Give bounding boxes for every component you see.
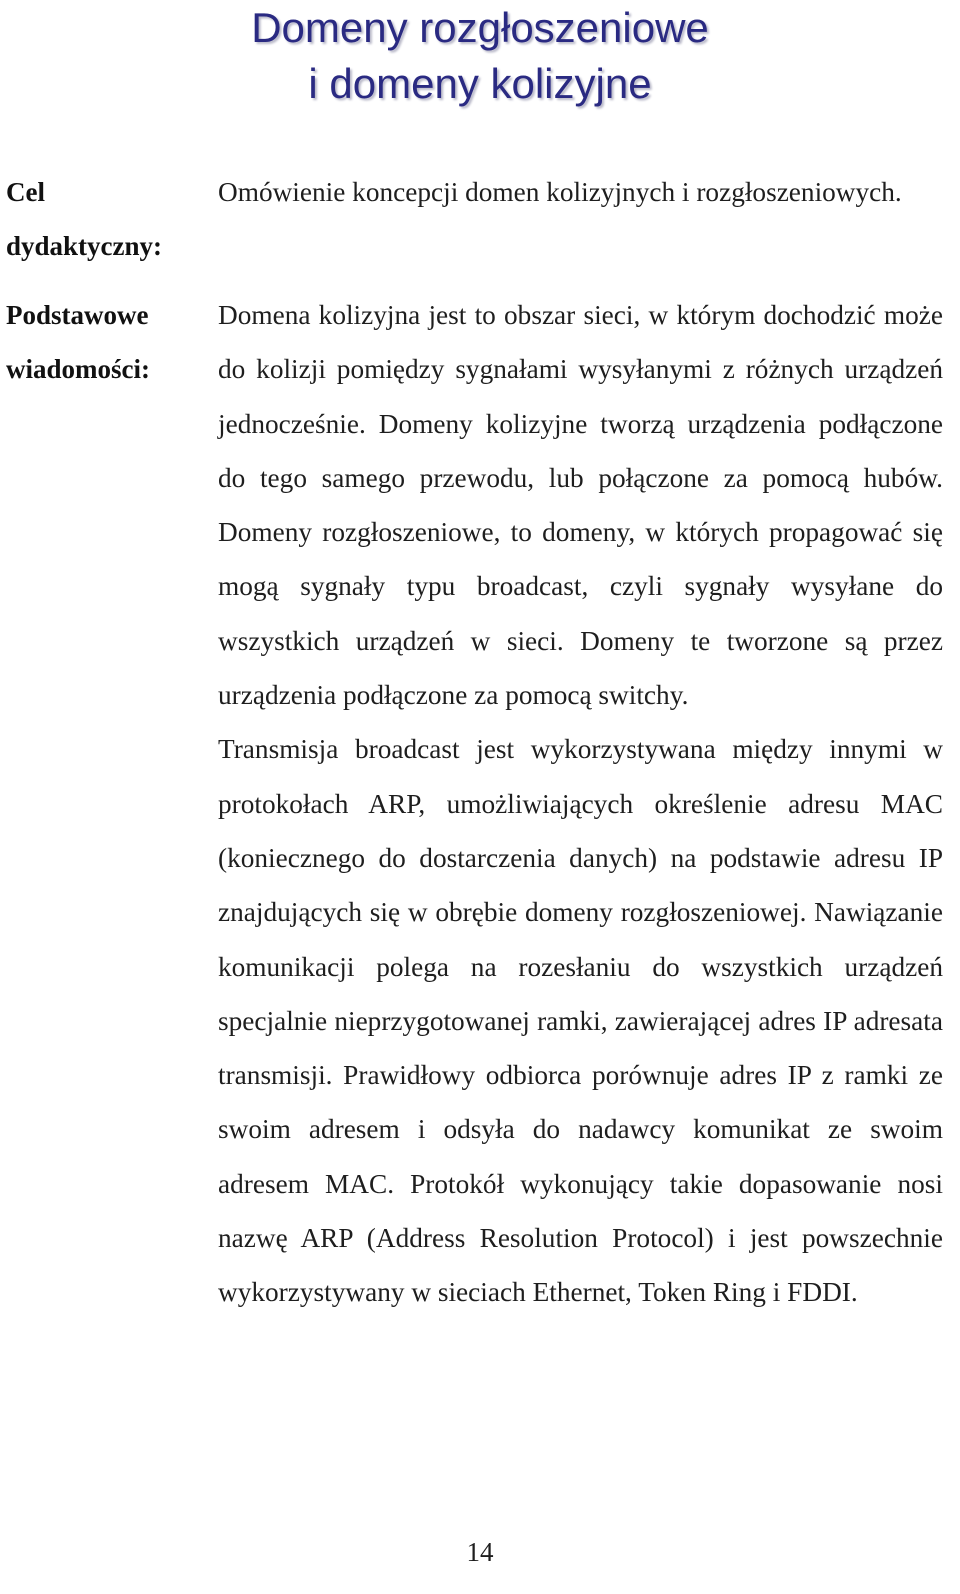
- section-goal-label-line-1: Cel: [6, 177, 45, 207]
- section-goal-label: [6, 165, 206, 273]
- page-title-line-1: Domeny rozgłoszeniowe: [251, 4, 709, 51]
- section-basics-label-line-1: Podstawowe: [6, 300, 149, 330]
- section-basics-paragraph-2: Transmisja broadcast jest wykorzystywana między innymi w protokołach ARP, umożliwiających określenie adresu MAC (koniecznego do dostarczenia danych) na podstawie adresu IP znajdujących się w obrębie domeny rozgłoszeniowej. Nawiązanie komunikacji polega na rozesłaniu do wszystkich urządzeń specjalnie nieprzygotowanej ramki, zawierającej adres IP adresata transmisji. Prawidłowy odbiorca porównuje adres IP z ramki ze swoim adresem i odsyła do nadawcy komunikat ze swoim adresem MAC. Protokół wykonujący takie dopasowanie nosi nazwę ARP (Address Resolution Protocol) i jest powszechnie wykorzystywany w sieciach Ethernet, Token Ring i FDDI.: [218, 734, 943, 1308]
- section-basics-label-line-2: wiadomości:: [6, 354, 150, 384]
- page-number: 14: [466, 1537, 494, 1567]
- section-basics-text: [218, 288, 943, 1320]
- section-goal-paragraph: Omówienie koncepcji domen kolizyjnych i rozgłoszeniowych.: [218, 177, 902, 207]
- section-basics-label: [6, 288, 206, 396]
- page-title-line-2: i domeny kolizyjne: [308, 60, 652, 107]
- section-basics-paragraph-1: Domena kolizyjna jest to obszar sieci, w którym dochodzić może do kolizji pomiędzy sygnałami wysyłanymi z różnych urządzeń jednocześnie. Domeny kolizyjne tworzą urządzenia podłączone do tego samego przewodu, lub połączone za pomocą hubów. Domeny rozgłoszeniowe, to domeny, w których propagować się mogą sygnały typu broadcast, czyli sygnały wysyłane do wszystkich urządzeń w sieci. Domeny te tworzone są przez urządzenia podłączone za pomocą switchy.: [218, 300, 943, 711]
- page-title: [0, 0, 960, 112]
- section-goal-label-line-2: dydaktyczny:: [6, 231, 163, 261]
- section-goal-text: [218, 165, 943, 219]
